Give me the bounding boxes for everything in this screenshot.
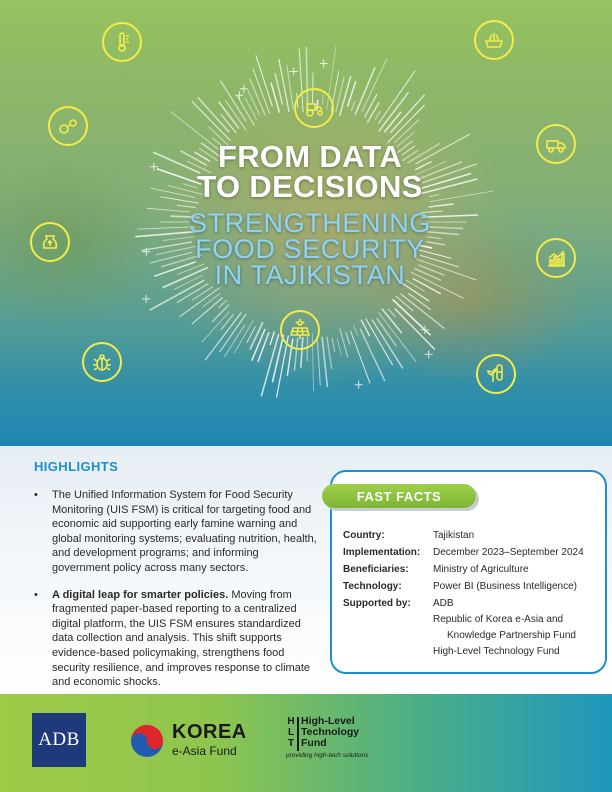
- hlt-letter: L: [287, 727, 295, 738]
- subtitle-line: FOOD SECURITY: [195, 234, 425, 264]
- ring-tick: [387, 105, 424, 143]
- cover-title-block: [140, 139, 480, 290]
- ring-tick: [220, 314, 246, 352]
- ring-tick: [205, 313, 241, 361]
- subtitle-line: STRENGTHENING: [189, 208, 431, 238]
- highlight-lead: A digital leap for smarter policies.: [52, 588, 229, 601]
- ring-tick: [220, 81, 246, 122]
- fact-value: Ministry of Agriculture: [433, 564, 529, 575]
- adb-logo: ADB: [32, 713, 86, 767]
- title-line: FROM DATA: [217, 139, 403, 174]
- ring-tick: [390, 95, 424, 133]
- fact-label: Technology:: [343, 581, 402, 592]
- ring-tick: [198, 97, 229, 132]
- ring-tick: [353, 325, 358, 336]
- highlight-text: Moving from fragmented paper-based reporting to a centralized digital platform, the UIS FSM ensures standardized data collection and analysis. This shift supports evidence-based policymaking, strengthens food security resilience, and improves response to climate and economic shocks.: [52, 588, 311, 689]
- ring-plus-mark: [235, 91, 243, 99]
- crop-basket-icon: [474, 20, 514, 60]
- fact-value: Republic of Korea e-Asia and: [433, 614, 564, 625]
- korea-e-asia-fund-logo: [130, 720, 260, 760]
- ring-tick: [327, 337, 332, 369]
- fact-row: [343, 545, 603, 561]
- hlt-tagline: providing high-tech solutions: [286, 752, 369, 759]
- ring-tick: [192, 102, 230, 141]
- fact-value: Power BI (Business Intelligence): [433, 581, 577, 592]
- fact-row: [343, 579, 603, 595]
- thermometer-icon: [102, 22, 142, 62]
- ring-tick: [360, 329, 385, 381]
- ring-tick: [396, 296, 413, 311]
- ring-tick: [378, 312, 416, 362]
- plant-test-tube-icon: [476, 354, 516, 394]
- ring-tick: [219, 300, 227, 308]
- ring-plus-mark: [320, 60, 328, 68]
- ring-tick: [272, 335, 283, 382]
- title-line: TO DECISIONS: [197, 169, 423, 204]
- fact-label: Implementation:: [343, 547, 421, 558]
- bullet: •: [34, 588, 38, 601]
- grain-sack-icon: [30, 222, 70, 262]
- partner-logos-footer: [0, 694, 612, 792]
- ring-tick: [250, 322, 263, 349]
- ring-tick: [258, 332, 269, 362]
- list-item: [34, 488, 318, 576]
- fact-label: Country:: [343, 530, 385, 541]
- ring-tick: [408, 293, 431, 309]
- highlights-heading: HIGHLIGHTS: [34, 459, 119, 474]
- korea-subtitle: e-Asia Fund: [172, 744, 237, 758]
- ring-tick: [367, 102, 379, 123]
- highlight-text: The Unified Information System for Food Security Monitoring (UIS FSM) is critical for targeting food and economic aid supporting early famine warning and global monitoring systems; evaluating nutrition, health, and development programs; and informing government policy across many sectors.: [52, 489, 317, 574]
- fact-label: Beneficiaries:: [343, 564, 409, 575]
- fact-row: [343, 528, 603, 544]
- fact-value: Tajikistan: [433, 530, 475, 541]
- ring-plus-mark: [240, 85, 248, 93]
- ring-tick: [365, 94, 377, 117]
- ring-plus-mark: [290, 68, 298, 76]
- taeguk-icon: [130, 724, 164, 758]
- ring-tick: [221, 115, 236, 133]
- ring-tick: [203, 293, 221, 307]
- highlights-list: [34, 488, 318, 702]
- ring-tick: [212, 305, 229, 322]
- high-level-technology-fund-logo: [286, 716, 382, 762]
- ring-tick: [252, 329, 265, 361]
- ring-tick: [221, 314, 234, 329]
- hlt-line: Fund: [301, 737, 327, 749]
- content-section: [0, 446, 612, 694]
- fact-row: [343, 562, 603, 578]
- ring-tick: [375, 111, 381, 120]
- fast-facts-heading: FAST FACTS: [322, 484, 476, 508]
- hlt-divider: [297, 717, 299, 751]
- fast-facts-table: [343, 528, 603, 661]
- hlt-letter: H: [287, 716, 295, 727]
- ring-tick: [379, 71, 416, 124]
- tractor-icon: [294, 88, 334, 128]
- hlt-line: Technology: [301, 726, 360, 738]
- hlt-letters: [286, 716, 296, 749]
- ring-tick: [346, 332, 350, 344]
- subtitle-line: IN TAJIKISTAN: [214, 260, 406, 290]
- ring-plus-mark: [142, 295, 150, 303]
- delivery-truck-icon: [536, 124, 576, 164]
- ring-tick: [317, 340, 320, 385]
- ring-tick: [192, 298, 223, 324]
- ring-tick: [372, 320, 403, 369]
- ring-tick: [340, 76, 351, 116]
- hlt-letter: T: [287, 738, 295, 749]
- fact-row: [343, 596, 603, 660]
- hlt-line: High-Level: [301, 715, 355, 727]
- ring-tick: [179, 288, 220, 317]
- pest-bug-icon: [82, 342, 122, 382]
- ring-tick: [202, 312, 230, 343]
- solar-panel-icon: [280, 310, 320, 350]
- ring-tick: [351, 101, 355, 111]
- fact-label: Supported by:: [343, 598, 411, 609]
- korea-wordmark: KOREA: [172, 721, 247, 743]
- ring-tick: [351, 331, 370, 383]
- ring-tick: [270, 332, 274, 346]
- farm-machine-icon: [48, 106, 88, 146]
- ring-tick: [388, 309, 396, 317]
- hlt-wordmark: [301, 716, 359, 749]
- fact-value: Knowledge Partnership Fund: [447, 630, 576, 641]
- fact-value: High-Level Technology Fund: [433, 646, 560, 657]
- ring-plus-mark: [425, 350, 433, 358]
- ring-tick: [332, 337, 335, 352]
- ring-plus-mark: [355, 381, 363, 389]
- ring-tick: [395, 309, 435, 350]
- ring-tick: [337, 338, 341, 355]
- ring-tick: [322, 337, 327, 387]
- fact-value: December 2023–September 2024: [433, 547, 584, 558]
- growth-chart-icon: [536, 238, 576, 278]
- ring-tick: [362, 58, 387, 112]
- bullet: •: [34, 489, 38, 501]
- ring-tick: [248, 90, 260, 115]
- ring-tick: [245, 98, 257, 121]
- list-item: [34, 588, 318, 690]
- ring-tick: [192, 286, 213, 300]
- ring-tick: [400, 294, 444, 329]
- fact-value: ADB: [433, 598, 454, 609]
